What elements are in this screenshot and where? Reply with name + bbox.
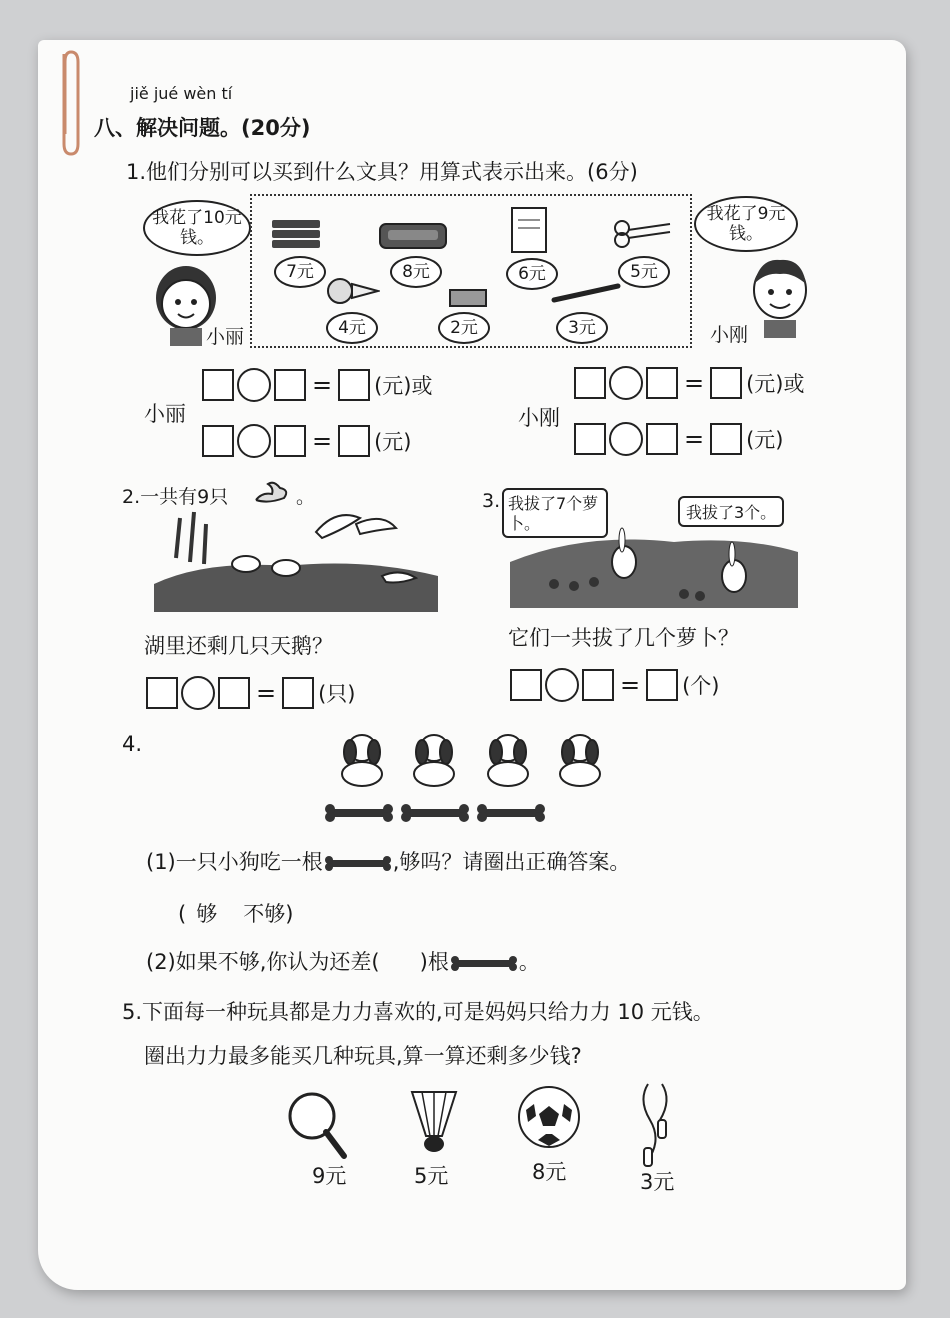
unit-label: (元) <box>746 428 784 452</box>
answer-box[interactable] <box>646 367 678 399</box>
boy-xiaogang-icon <box>740 248 820 340</box>
lake-swans-illustration <box>146 488 446 618</box>
q4-number: 4. <box>122 732 143 756</box>
ping-pong-paddle-icon[interactable] <box>286 1090 350 1164</box>
answer-box[interactable] <box>202 369 234 401</box>
bone-icon <box>449 953 519 973</box>
price-pencil-box: 8元 <box>390 256 442 288</box>
unit-label: (元)或 <box>374 374 433 398</box>
answer-box[interactable] <box>146 677 178 709</box>
xiaoli-equation-2: = (元) <box>202 424 412 458</box>
price-ping-pong-paddle: 9元 <box>312 1164 347 1188</box>
xiaogang-equation-1: = (元)或 <box>574 366 805 400</box>
worksheet-page: jiě jué wèn tí 八、解决问题。(20分) 1.他们分别可以买到什么文具？用算式表示出来。(6分) 我花了10元钱。 小丽 7元 8元 6元 5元 4元 2元 3元 我花了9元钱。 小刚 小丽 = (元)或 = (元) 小刚 = (元)或 = (元) 2.一共有9只 。 湖里还剩几只天鹅？ = (只) 3. 我拔了7个萝卜。 我拔了3个。 它们一共拔了几个萝卜？ = (个) 4. (1)一只小狗吃一根 ,够吗？请圈出正确答案。 ( 够 不够) (2)如果不够,你认为还差( )根 。 5.下面每一种玩具都是力力喜欢的,可是妈妈只给力力 10 元钱。 圈出力力最多能买几种玩具,算一算还剩多少钱? 9元 5元 8元 3元 <box>38 40 906 1290</box>
section-title: 八、解决问题。(20分) <box>94 116 311 140</box>
q3-question: 它们一共拔了几个萝卜？ <box>508 626 739 650</box>
eraser-icon <box>446 286 492 310</box>
q4-part1-text-b: ,够吗？请圈出正确答案。 <box>392 850 631 874</box>
operator-circle[interactable] <box>545 668 579 702</box>
xiaogang-speech-bubble: 我花了9元钱。 <box>694 196 798 252</box>
q2-prompt: 2.一共有9只 <box>122 486 229 508</box>
q5-line2: 圈出力力最多能买几种玩具,算一算还剩多少钱? <box>144 1044 582 1068</box>
pen-icon <box>548 280 628 306</box>
answer-box[interactable] <box>646 423 678 455</box>
scissors-icon <box>612 218 674 248</box>
price-pen: 3元 <box>556 312 608 344</box>
answer-box[interactable] <box>582 669 614 701</box>
answer-box[interactable] <box>282 677 314 709</box>
answer-box[interactable] <box>574 423 606 455</box>
pencil-sharpener-icon <box>324 276 380 306</box>
operator-circle[interactable] <box>181 676 215 710</box>
q2-question: 湖里还剩几只天鹅？ <box>144 634 333 658</box>
q4-part1-text-a: (1)一只小狗吃一根 <box>146 850 323 874</box>
four-puppies-illustration <box>328 728 628 794</box>
q4-part2-text-b: )根 <box>419 950 449 974</box>
soccer-ball-icon[interactable] <box>516 1084 582 1150</box>
answer-box[interactable] <box>218 677 250 709</box>
answer-box[interactable] <box>338 369 370 401</box>
crayons-icon <box>268 212 328 252</box>
price-scissors: 5元 <box>618 256 670 288</box>
rabbit-speech-bubble-left: 我拔了7个萝卜。 <box>502 488 608 538</box>
pencil-box-icon <box>378 218 450 252</box>
jump-rope-icon[interactable] <box>632 1080 682 1170</box>
q4-part2: (2)如果不够,你认为还差( )根 。 <box>146 950 540 974</box>
q4-choices: ( 够 不够) <box>178 902 294 926</box>
operator-circle[interactable] <box>237 424 271 458</box>
answer-box[interactable] <box>202 425 234 457</box>
choice-not-enough[interactable]: 不够 <box>243 902 286 926</box>
rabbit-speech-bubble-right: 我拔了3个。 <box>678 496 784 527</box>
price-eraser: 2元 <box>438 312 490 344</box>
price-shuttlecock: 5元 <box>414 1164 449 1188</box>
unit-label: (只) <box>318 682 356 706</box>
answer-box[interactable] <box>274 369 306 401</box>
answer-box[interactable] <box>510 669 542 701</box>
notebook-icon <box>508 206 552 256</box>
answer-box[interactable] <box>646 669 678 701</box>
xiaoli-speech-bubble: 我花了10元钱。 <box>143 200 251 256</box>
unit-label: (个) <box>682 674 720 698</box>
q2-equation: = (只) <box>146 676 356 710</box>
answer-box[interactable] <box>710 423 742 455</box>
paperclip-icon <box>56 44 86 159</box>
xiaoli-answer-label: 小丽 <box>144 402 186 426</box>
unit-label: (元)或 <box>746 372 805 396</box>
answer-box[interactable] <box>710 367 742 399</box>
q3-equation: = (个) <box>510 668 720 702</box>
xiaogang-answer-label: 小刚 <box>518 406 560 430</box>
q4-part2-text-a: (2)如果不够,你认为还差( <box>146 950 380 974</box>
q5-line1: 5.下面每一种玩具都是力力喜欢的,可是妈妈只给力力 10 元钱。 <box>122 1000 714 1024</box>
price-notebook: 6元 <box>506 258 558 290</box>
price-crayons: 7元 <box>274 256 326 288</box>
price-jump-rope: 3元 <box>640 1170 675 1194</box>
xiaoli-equation-1: = (元)或 <box>202 368 433 402</box>
answer-box[interactable] <box>274 425 306 457</box>
section-pinyin: jiě jué wèn tí <box>130 84 233 103</box>
xiaogang-name: 小刚 <box>710 324 749 346</box>
answer-box[interactable] <box>574 367 606 399</box>
unit-label: (元) <box>374 430 412 454</box>
q1-prompt: 1.他们分别可以买到什么文具？用算式表示出来。(6分) <box>126 160 638 184</box>
operator-circle[interactable] <box>609 366 643 400</box>
shuttlecock-icon[interactable] <box>402 1086 466 1158</box>
xiaogang-equation-2: = (元) <box>574 422 784 456</box>
three-bones-illustration <box>324 800 554 826</box>
answer-box[interactable] <box>338 425 370 457</box>
operator-circle[interactable] <box>237 368 271 402</box>
bone-icon <box>323 853 393 873</box>
q4-part1 <box>146 846 630 876</box>
choice-enough[interactable]: 够 <box>196 902 218 926</box>
price-soccer-ball: 8元 <box>532 1160 567 1184</box>
q3-number: 3. <box>482 490 501 512</box>
price-sharpener: 4元 <box>326 312 378 344</box>
operator-circle[interactable] <box>609 422 643 456</box>
xiaoli-name: 小丽 <box>206 326 245 348</box>
